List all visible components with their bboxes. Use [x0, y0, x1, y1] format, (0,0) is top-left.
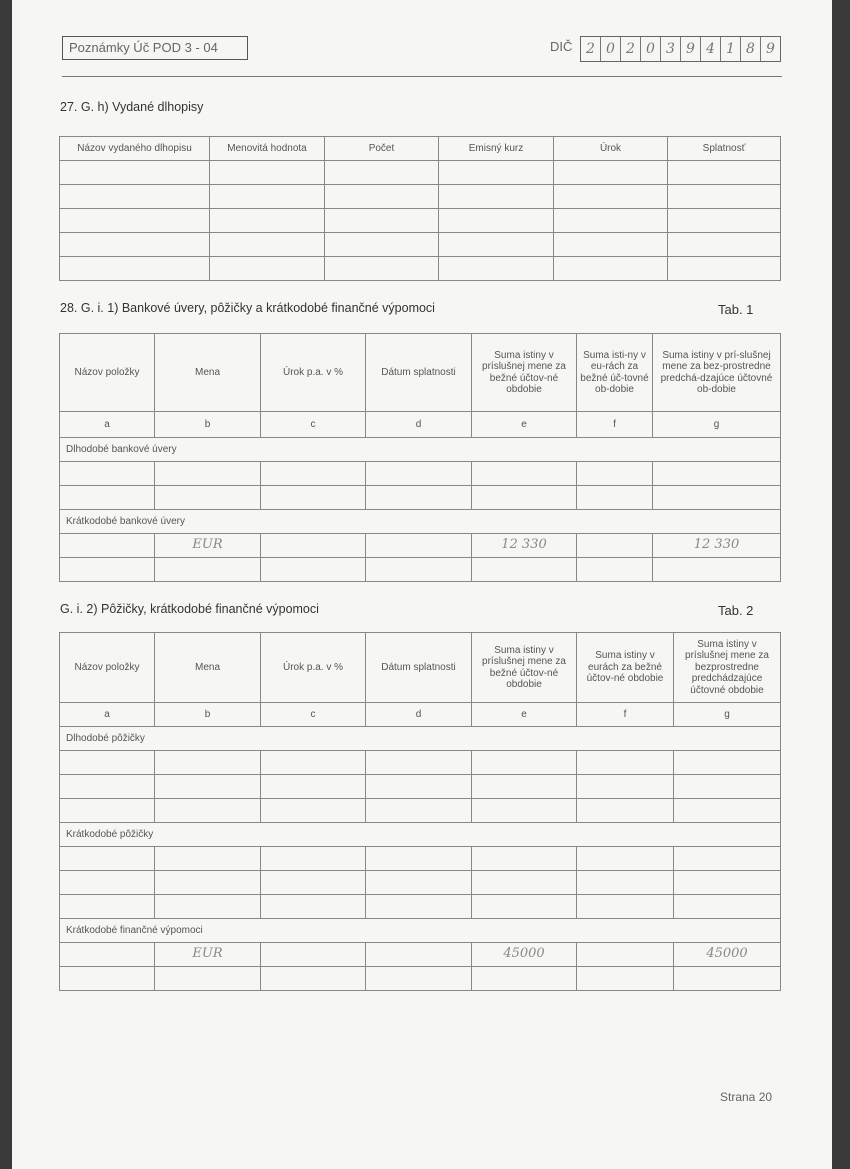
col-index: e: [472, 412, 577, 438]
bonds-table: [59, 136, 781, 281]
amount-previous: 45000: [674, 943, 781, 967]
table-row: [60, 233, 781, 257]
header-divider: [62, 76, 782, 77]
group-label: Krátkodobé bankové úvery: [60, 510, 781, 534]
col-header: Úrok: [554, 137, 668, 161]
dic-digit: 0: [641, 37, 661, 61]
dic-digit: 1: [721, 37, 741, 61]
col-header: Suma isti-ny v eu-rách za bežné úč-tovné ob-dobie: [577, 334, 653, 412]
col-header: Suma istiny v príslušnej mene za bezprostredne predchádzajúce účtovné obdobie: [674, 633, 781, 703]
col-index: d: [366, 703, 472, 727]
dic-label: DIČ: [550, 39, 573, 54]
table-row: [60, 462, 781, 486]
table-row: [60, 799, 781, 823]
table-row: [60, 185, 781, 209]
table-row: [60, 943, 781, 967]
col-index: e: [472, 703, 577, 727]
tab-1-label: Tab. 1: [718, 302, 754, 317]
table-row: [60, 775, 781, 799]
table-row: [60, 967, 781, 991]
col-header: Názov vydaného dlhopisu: [60, 137, 210, 161]
table-row: [60, 751, 781, 775]
col-header: Mena: [155, 633, 261, 703]
dic-digit: 3: [661, 37, 681, 61]
document-page: [12, 0, 832, 1169]
dic-digit: 4: [701, 37, 721, 61]
dic-digit: 8: [741, 37, 761, 61]
col-header: Splatnosť: [668, 137, 781, 161]
amount-previous: 12 330: [653, 534, 781, 558]
col-index: f: [577, 703, 674, 727]
col-header: Úrok p.a. v %: [261, 633, 366, 703]
col-header: Dátum splatnosti: [366, 334, 472, 412]
table-row: [60, 534, 781, 558]
col-header: Suma istiny v príslušnej mene za bežné účtov-né obdobie: [472, 334, 577, 412]
currency-value: EUR: [155, 943, 261, 967]
tab-2-label: Tab. 2: [718, 603, 754, 618]
col-header: Suma istiny v prí-slušnej mene za bez-prostredne predchá-dzajúce účtovné ob-dobie: [653, 334, 781, 412]
col-index: c: [261, 412, 366, 438]
table-row: [60, 486, 781, 510]
col-index: c: [261, 703, 366, 727]
col-header: Suma istiny v príslušnej mene za bežné účtov-né obdobie: [472, 633, 577, 703]
amount-current: 12 330: [472, 534, 577, 558]
col-index: b: [155, 412, 261, 438]
section-g2-title: G. i. 2) Pôžičky, krátkodobé finančné výpomoci: [60, 602, 319, 616]
col-header: Úrok p.a. v %: [261, 334, 366, 412]
dic-boxes: [580, 36, 781, 62]
section-27-title: 27. G. h) Vydané dlhopisy: [60, 100, 204, 114]
col-index: a: [60, 412, 155, 438]
table-row: [60, 257, 781, 281]
col-header: Názov položky: [60, 334, 155, 412]
loans-table: [59, 632, 781, 991]
form-label: Poznámky Úč POD 3 - 04: [62, 36, 248, 60]
table-row: [60, 161, 781, 185]
group-label: Krátkodobé finančné výpomoci: [60, 919, 781, 943]
table-row: [60, 895, 781, 919]
dic-digit: 2: [621, 37, 641, 61]
col-header: Mena: [155, 334, 261, 412]
col-index: g: [653, 412, 781, 438]
table-row: [60, 558, 781, 582]
amount-current: 45000: [472, 943, 577, 967]
group-label: Dlhodobé bankové úvery: [60, 438, 781, 462]
group-label: Dlhodobé pôžičky: [60, 727, 781, 751]
dic-digit: 2: [581, 37, 601, 61]
col-index: d: [366, 412, 472, 438]
dic-digit: 9: [681, 37, 701, 61]
col-index: b: [155, 703, 261, 727]
table-row: [60, 209, 781, 233]
table-row: [60, 847, 781, 871]
col-header: Menovitá hodnota: [210, 137, 325, 161]
group-label: Krátkodobé pôžičky: [60, 823, 781, 847]
page-number: Strana 20: [720, 1090, 773, 1104]
section-28-title: 28. G. i. 1) Bankové úvery, pôžičky a krátkodobé finančné výpomoci: [60, 301, 435, 315]
col-header: Dátum splatnosti: [366, 633, 472, 703]
dic-digit: 0: [601, 37, 621, 61]
dic-digit: 9: [766, 41, 775, 57]
bank-loans-table: [59, 333, 781, 582]
currency-value: EUR: [155, 534, 261, 558]
col-index: g: [674, 703, 781, 727]
col-header: Emisný kurz: [439, 137, 554, 161]
col-index: a: [60, 703, 155, 727]
col-index: f: [577, 412, 653, 438]
table-row: [60, 871, 781, 895]
col-header: Názov položky: [60, 633, 155, 703]
col-header: Počet: [325, 137, 439, 161]
col-header: Suma istiny v eurách za bežné účtov-né obdobie: [577, 633, 674, 703]
